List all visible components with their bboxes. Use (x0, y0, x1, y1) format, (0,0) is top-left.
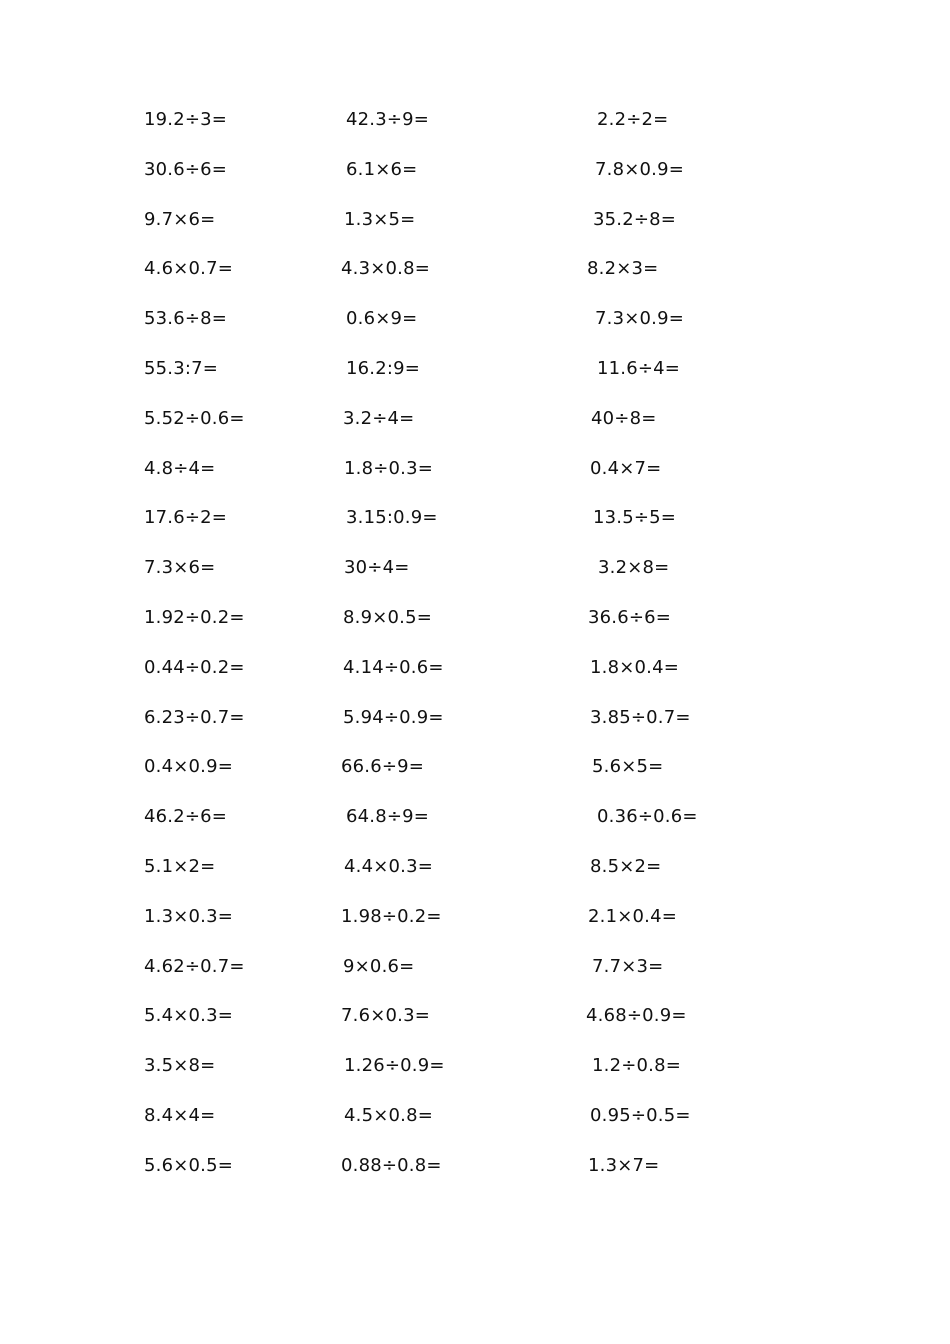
problem-item: 64.8÷9= (346, 806, 430, 828)
problem-item: 1.92÷0.2= (144, 606, 245, 628)
problem-row (0, 505, 950, 555)
problem-row (0, 804, 950, 854)
problem-item: 4.6×0.7= (144, 258, 234, 280)
problem-item: 19.2÷3= (144, 109, 228, 130)
problem-item: 8.2×3= (587, 258, 659, 280)
problem-item: 4.68÷0.9= (586, 1005, 687, 1027)
problem-row (0, 157, 950, 207)
problem-row (0, 904, 950, 954)
problem-item: 1.8÷0.3= (344, 457, 434, 479)
problem-item: 0.6×9= (346, 308, 418, 330)
problem-item: 6.23÷0.7= (144, 706, 245, 728)
problem-item: 4.5×0.8= (344, 1104, 434, 1126)
problem-item: 9.7×6= (144, 208, 216, 230)
problem-row (0, 555, 950, 605)
problem-item: 0.95÷0.5= (590, 1104, 691, 1126)
problem-item: 3.15:0.9= (346, 507, 438, 529)
problem-item: 7.3×6= (144, 557, 216, 579)
problem-item: 1.26÷0.9= (344, 1055, 445, 1077)
problem-item: 4.4×0.3= (344, 855, 434, 877)
problem-item: 53.6÷8= (144, 308, 228, 330)
problem-row (0, 854, 950, 904)
problem-item: 2.1×0.4= (588, 905, 678, 927)
problem-item: 3.2×8= (598, 557, 670, 579)
problem-item: 4.3×0.8= (341, 258, 431, 280)
problem-item: 16.2:9= (346, 357, 421, 379)
problem-row (0, 1053, 950, 1103)
problem-item: 1.3×0.3= (144, 905, 234, 927)
problem-item: 46.2÷6= (144, 806, 228, 828)
problem-item: 3.85÷0.7= (590, 706, 691, 728)
problem-item: 5.94÷0.9= (343, 706, 444, 728)
problem-item: 5.6×5= (592, 756, 664, 778)
problem-item: 30÷4= (344, 557, 410, 579)
problem-item: 7.8×0.9= (595, 158, 685, 180)
problem-item: 4.8÷4= (144, 457, 216, 479)
problem-item: 1.8×0.4= (590, 656, 680, 678)
problem-item: 17.6÷2= (144, 507, 228, 529)
problem-item: 6.1×6= (346, 158, 418, 180)
problem-item: 35.2÷8= (593, 208, 677, 230)
problem-item: 7.3×0.9= (595, 308, 685, 330)
problem-item: 0.44÷0.2= (144, 656, 245, 678)
problem-item: 30.6÷6= (144, 158, 228, 180)
problem-row (0, 107, 950, 157)
problem-item: 1.98÷0.2= (341, 905, 442, 927)
problem-item: 5.1×2= (144, 855, 216, 877)
problem-row (0, 1003, 950, 1053)
problem-item: 8.9×0.5= (343, 606, 433, 628)
problem-row (0, 754, 950, 804)
problem-item: 4.14÷0.6= (343, 656, 444, 678)
problem-item: 8.5×2= (590, 855, 662, 877)
problem-row (0, 356, 950, 406)
problem-row (0, 1103, 950, 1153)
problem-item: 3.5×8= (144, 1055, 216, 1077)
problem-item: 5.4×0.3= (144, 1005, 234, 1027)
problem-item: 2.2÷2= (597, 109, 669, 130)
problem-item: 40÷8= (591, 407, 657, 429)
problem-item: 5.6×0.5= (144, 1154, 234, 1176)
problem-row (0, 605, 950, 655)
problem-item: 13.5÷5= (593, 507, 677, 529)
problem-item: 0.4×7= (590, 457, 662, 479)
problem-item: 66.6÷9= (341, 756, 425, 778)
problem-item: 1.3×7= (588, 1154, 660, 1176)
problem-row (0, 256, 950, 306)
problem-item: 1.3×5= (344, 208, 416, 230)
problem-item: 42.3÷9= (346, 109, 430, 130)
problem-item: 0.4×0.9= (144, 756, 234, 778)
problem-row (0, 1153, 950, 1203)
problem-row (0, 954, 950, 1004)
problem-row (0, 705, 950, 755)
problem-item: 36.6÷6= (588, 606, 672, 628)
problem-item: 5.52÷0.6= (144, 407, 245, 429)
problem-grid (0, 107, 950, 1203)
problem-item: 1.2÷0.8= (592, 1055, 682, 1077)
problem-item: 0.36÷0.6= (597, 806, 698, 828)
problem-item: 3.2÷4= (343, 407, 415, 429)
problem-row (0, 406, 950, 456)
problem-item: 55.3:7= (144, 357, 219, 379)
problem-row (0, 655, 950, 705)
problem-row (0, 456, 950, 506)
problem-item: 4.62÷0.7= (144, 955, 245, 977)
problem-item: 0.88÷0.8= (341, 1154, 442, 1176)
problem-item: 7.7×3= (592, 955, 664, 977)
problem-row (0, 306, 950, 356)
problem-row (0, 207, 950, 257)
problem-item: 8.4×4= (144, 1104, 216, 1126)
problem-item: 9×0.6= (343, 955, 415, 977)
problem-item: 7.6×0.3= (341, 1005, 431, 1027)
problem-item: 11.6÷4= (597, 357, 681, 379)
